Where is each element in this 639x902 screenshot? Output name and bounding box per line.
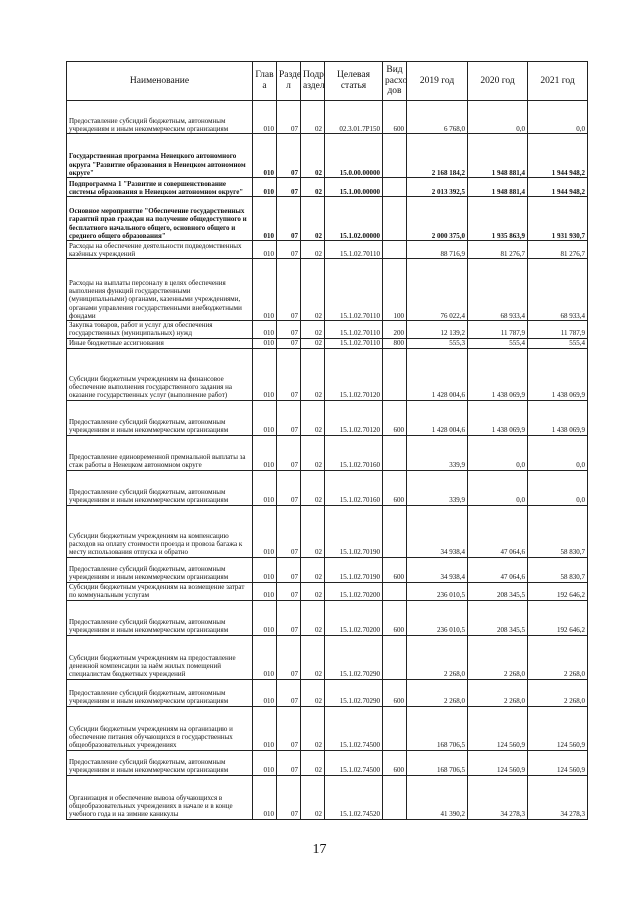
row-value-2019: 2 168 184,2 xyxy=(407,134,468,178)
row-value-2021: 192 646,2 xyxy=(528,582,588,600)
row-value-2021: 11 787,9 xyxy=(528,321,588,339)
table-row xyxy=(67,706,588,750)
row-target-article: 15.1.02.70200 xyxy=(325,600,383,635)
row-target-article: 15.1.02.70110 xyxy=(325,259,383,321)
col-header-section: Разде л xyxy=(277,62,301,101)
row-value-2019: 1 428 004,6 xyxy=(407,348,468,400)
row-expense-type xyxy=(383,435,407,470)
table-header-row xyxy=(67,62,588,101)
col-header-name: Наименование xyxy=(67,62,253,101)
row-chapter: 010 xyxy=(253,101,277,134)
row-value-2021: 1 438 069,9 xyxy=(528,400,588,435)
row-chapter: 010 xyxy=(253,600,277,635)
row-name: Основное мероприятие "Обеспечение государственных гарантий прав граждан на получение общедоступного и бесплатного начального общего, основного общего и среднего общего образования" xyxy=(67,197,253,241)
row-section: 07 xyxy=(277,321,301,339)
row-chapter: 010 xyxy=(253,348,277,400)
row-expense-type: 800 xyxy=(383,338,407,348)
row-value-2020: 208 345,5 xyxy=(468,600,528,635)
row-section: 07 xyxy=(277,348,301,400)
row-value-2019: 2 268,0 xyxy=(407,679,468,706)
row-target-article: 02.3.01.7Р150 xyxy=(325,101,383,134)
row-value-2020: 1 935 863,9 xyxy=(468,197,528,241)
row-section: 07 xyxy=(277,197,301,241)
row-target-article: 15.0.00.00000 xyxy=(325,134,383,178)
table-row xyxy=(67,338,588,348)
row-section: 07 xyxy=(277,400,301,435)
row-value-2021: 0,0 xyxy=(528,435,588,470)
col-header-expense-type: Вид расхо дов xyxy=(383,62,407,101)
col-header-target-article: Целевая статья xyxy=(325,62,383,101)
row-value-2019: 2 000 375,0 xyxy=(407,197,468,241)
row-subsection: 02 xyxy=(301,582,325,600)
row-value-2020: 47 064,6 xyxy=(468,505,528,557)
row-expense-type xyxy=(383,775,407,819)
row-chapter: 010 xyxy=(253,321,277,339)
row-target-article: 15.1.02.70200 xyxy=(325,582,383,600)
row-value-2019: 76 022,4 xyxy=(407,259,468,321)
table-row xyxy=(67,582,588,600)
row-value-2020: 0,0 xyxy=(468,435,528,470)
row-section: 07 xyxy=(277,101,301,134)
row-expense-type: 600 xyxy=(383,400,407,435)
row-value-2020: 34 278,3 xyxy=(468,775,528,819)
row-section: 07 xyxy=(277,435,301,470)
row-section: 07 xyxy=(277,338,301,348)
table-row xyxy=(67,321,588,339)
row-target-article: 15.1.02.70190 xyxy=(325,505,383,557)
row-value-2019: 168 706,5 xyxy=(407,750,468,775)
row-expense-type xyxy=(383,197,407,241)
row-subsection: 02 xyxy=(301,241,325,259)
row-section: 07 xyxy=(277,134,301,178)
row-expense-type xyxy=(383,635,407,679)
row-target-article: 15.1.02.70160 xyxy=(325,435,383,470)
row-chapter: 010 xyxy=(253,400,277,435)
row-expense-type: 600 xyxy=(383,600,407,635)
table-row xyxy=(67,435,588,470)
row-expense-type xyxy=(383,134,407,178)
row-value-2020: 208 345,5 xyxy=(468,582,528,600)
row-subsection: 02 xyxy=(301,470,325,505)
row-subsection: 02 xyxy=(301,321,325,339)
row-value-2021: 192 646,2 xyxy=(528,600,588,635)
table-row xyxy=(67,134,588,178)
row-expense-type xyxy=(383,348,407,400)
row-expense-type: 600 xyxy=(383,679,407,706)
row-section: 07 xyxy=(277,178,301,197)
col-header-subsection: Подр аздел xyxy=(301,62,325,101)
row-value-2019: 168 706,5 xyxy=(407,706,468,750)
row-value-2021: 58 830,7 xyxy=(528,505,588,557)
row-value-2020: 47 064,6 xyxy=(468,557,528,582)
row-name: Предоставление субсидий бюджетным, автономным учреждениям и иным некоммерческим организациям xyxy=(67,750,253,775)
col-header-2021: 2021 год xyxy=(528,62,588,101)
row-target-article: 15.1.02.70110 xyxy=(325,321,383,339)
row-value-2020: 124 560,9 xyxy=(468,706,528,750)
table-row xyxy=(67,635,588,679)
row-value-2020: 1 948 881,4 xyxy=(468,134,528,178)
row-section: 07 xyxy=(277,557,301,582)
table-body xyxy=(67,101,588,820)
row-target-article: 15.1.02.70110 xyxy=(325,241,383,259)
row-value-2021: 1 931 930,7 xyxy=(528,197,588,241)
row-chapter: 010 xyxy=(253,197,277,241)
row-subsection: 02 xyxy=(301,338,325,348)
row-name: Предоставление субсидий бюджетным, автономным учреждениям и иным некоммерческим организациям xyxy=(67,470,253,505)
row-value-2020: 11 787,9 xyxy=(468,321,528,339)
row-value-2021: 58 830,7 xyxy=(528,557,588,582)
row-name: Предоставление субсидий бюджетным, автономным учреждениям и иным некоммерческим организациям xyxy=(67,101,253,134)
row-value-2019: 2 268,0 xyxy=(407,635,468,679)
row-chapter: 010 xyxy=(253,679,277,706)
row-name: Субсидии бюджетным учреждениям на финансовое обеспечение выполнения государственного задания на оказание государственных услуг (выполнение работ) xyxy=(67,348,253,400)
table-row xyxy=(67,348,588,400)
row-section: 07 xyxy=(277,259,301,321)
row-expense-type: 100 xyxy=(383,259,407,321)
row-value-2019: 34 938,4 xyxy=(407,505,468,557)
row-expense-type: 200 xyxy=(383,321,407,339)
table-row xyxy=(67,505,588,557)
row-name: Предоставление единовременной премиальной выплаты за стаж работы в Ненецком автономном округе xyxy=(67,435,253,470)
row-value-2020: 68 933,4 xyxy=(468,259,528,321)
row-chapter: 010 xyxy=(253,178,277,197)
row-value-2020: 1 438 069,9 xyxy=(468,400,528,435)
row-name: Субсидии бюджетным учреждениям на организацию и обеспечение питания обучающихся в государственных общеобразовательных учреждениях xyxy=(67,706,253,750)
row-chapter: 010 xyxy=(253,338,277,348)
row-subsection: 02 xyxy=(301,750,325,775)
row-section: 07 xyxy=(277,505,301,557)
row-chapter: 010 xyxy=(253,470,277,505)
row-subsection: 02 xyxy=(301,197,325,241)
row-target-article: 15.1.02.74500 xyxy=(325,706,383,750)
row-target-article: 15.1.02.70110 xyxy=(325,338,383,348)
row-value-2019: 12 139,2 xyxy=(407,321,468,339)
row-target-article: 15.1.02.74520 xyxy=(325,775,383,819)
row-value-2019: 236 010,5 xyxy=(407,582,468,600)
row-section: 07 xyxy=(277,775,301,819)
col-header-2020: 2020 год xyxy=(468,62,528,101)
row-chapter: 010 xyxy=(253,435,277,470)
row-name: Субсидии бюджетным учреждениям на возмещение затрат по коммунальным услугам xyxy=(67,582,253,600)
table-row xyxy=(67,679,588,706)
row-value-2020: 81 276,7 xyxy=(468,241,528,259)
row-name: Субсидии бюджетным учреждениям на компенсацию расходов на оплату стоимости проезда и провоза багажа к месту использования отпуска и обратно xyxy=(67,505,253,557)
row-value-2019: 2 013 392,5 xyxy=(407,178,468,197)
table-row xyxy=(67,775,588,819)
row-value-2019: 339,9 xyxy=(407,435,468,470)
table-row xyxy=(67,101,588,134)
row-subsection: 02 xyxy=(301,348,325,400)
row-subsection: 02 xyxy=(301,400,325,435)
row-name: Закупка товаров, работ и услуг для обеспечения государственных (муниципальных) нужд xyxy=(67,321,253,339)
row-value-2019: 339,9 xyxy=(407,470,468,505)
row-value-2020: 2 268,0 xyxy=(468,635,528,679)
row-value-2020: 124 560,9 xyxy=(468,750,528,775)
row-name: Иные бюджетные ассигнования xyxy=(67,338,253,348)
row-section: 07 xyxy=(277,679,301,706)
row-chapter: 010 xyxy=(253,750,277,775)
row-chapter: 010 xyxy=(253,134,277,178)
row-expense-type: 600 xyxy=(383,750,407,775)
row-subsection: 02 xyxy=(301,435,325,470)
row-value-2021: 81 276,7 xyxy=(528,241,588,259)
row-section: 07 xyxy=(277,635,301,679)
row-value-2021: 555,4 xyxy=(528,338,588,348)
row-name: Предоставление субсидий бюджетным, автономным учреждениям и иным некоммерческим организациям xyxy=(67,557,253,582)
row-expense-type xyxy=(383,582,407,600)
row-target-article: 15.1.02.70120 xyxy=(325,348,383,400)
row-chapter: 010 xyxy=(253,505,277,557)
row-name: Предоставление субсидий бюджетным, автономным учреждениям и иным некоммерческим организациям xyxy=(67,400,253,435)
row-value-2021: 34 278,3 xyxy=(528,775,588,819)
row-name: Подпрограмма 1 "Развитие и совершенствование системы образования в Ненецком автономном округе" xyxy=(67,178,253,197)
table-row xyxy=(67,557,588,582)
budget-table xyxy=(66,61,588,820)
row-expense-type xyxy=(383,505,407,557)
row-chapter: 010 xyxy=(253,557,277,582)
table-row xyxy=(67,750,588,775)
row-target-article: 15.1.02.70290 xyxy=(325,635,383,679)
row-expense-type: 600 xyxy=(383,101,407,134)
row-expense-type xyxy=(383,241,407,259)
row-target-article: 15.1.00.00000 xyxy=(325,178,383,197)
row-section: 07 xyxy=(277,470,301,505)
row-value-2020: 2 268,0 xyxy=(468,679,528,706)
row-value-2021: 0,0 xyxy=(528,470,588,505)
table-row xyxy=(67,197,588,241)
row-value-2019: 6 768,0 xyxy=(407,101,468,134)
row-subsection: 02 xyxy=(301,775,325,819)
row-value-2019: 41 390,2 xyxy=(407,775,468,819)
table-row xyxy=(67,259,588,321)
row-section: 07 xyxy=(277,600,301,635)
row-value-2021: 124 560,9 xyxy=(528,750,588,775)
row-value-2019: 236 010,5 xyxy=(407,600,468,635)
row-value-2020: 0,0 xyxy=(468,101,528,134)
row-expense-type xyxy=(383,706,407,750)
row-subsection: 02 xyxy=(301,679,325,706)
row-target-article: 15.1.02.70160 xyxy=(325,470,383,505)
row-target-article: 15.1.02.70190 xyxy=(325,557,383,582)
row-value-2019: 34 938,4 xyxy=(407,557,468,582)
row-value-2020: 0,0 xyxy=(468,470,528,505)
row-target-article: 15.1.02.70120 xyxy=(325,400,383,435)
table-row xyxy=(67,241,588,259)
col-header-2019: 2019 год xyxy=(407,62,468,101)
row-value-2021: 68 933,4 xyxy=(528,259,588,321)
row-value-2021: 0,0 xyxy=(528,101,588,134)
row-chapter: 010 xyxy=(253,775,277,819)
row-subsection: 02 xyxy=(301,259,325,321)
row-expense-type: 600 xyxy=(383,470,407,505)
row-value-2021: 1 944 948,2 xyxy=(528,178,588,197)
row-chapter: 010 xyxy=(253,706,277,750)
table-row xyxy=(67,178,588,197)
row-value-2021: 1 438 069,9 xyxy=(528,348,588,400)
row-target-article: 15.1.02.00000 xyxy=(325,197,383,241)
row-section: 07 xyxy=(277,706,301,750)
row-chapter: 010 xyxy=(253,635,277,679)
row-value-2021: 2 268,0 xyxy=(528,679,588,706)
row-value-2021: 2 268,0 xyxy=(528,635,588,679)
table-row xyxy=(67,400,588,435)
row-section: 07 xyxy=(277,582,301,600)
row-name: Субсидии бюджетным учреждениям на предоставление денежной компенсации за наём жилых помещений специалистам бюджетных учреждений xyxy=(67,635,253,679)
row-name: Государственная программа Ненецкого автономного округа "Развитие образования в Ненецком автономном округе" xyxy=(67,134,253,178)
row-name: Расходы на выплаты персоналу в целях обеспечения выполнения функций государственными (муниципальными) органами, казенными учреждениями, органами управления государственными внебюджетными фондами xyxy=(67,259,253,321)
row-value-2021: 124 560,9 xyxy=(528,706,588,750)
row-section: 07 xyxy=(277,241,301,259)
row-subsection: 02 xyxy=(301,178,325,197)
row-value-2020: 555,4 xyxy=(468,338,528,348)
row-section: 07 xyxy=(277,750,301,775)
row-name: Предоставление субсидий бюджетным, автономным учреждениям и иным некоммерческим организациям xyxy=(67,600,253,635)
row-name: Организация и обеспечение вывоза обучающихся в общеобразовательных учреждениях в начале и в конце учебного года и на зимние каникулы xyxy=(67,775,253,819)
row-subsection: 02 xyxy=(301,600,325,635)
row-subsection: 02 xyxy=(301,134,325,178)
row-target-article: 15.1.02.74500 xyxy=(325,750,383,775)
col-header-chapter: Глав а xyxy=(253,62,277,101)
row-value-2019: 88 716,9 xyxy=(407,241,468,259)
row-value-2021: 1 944 948,2 xyxy=(528,134,588,178)
row-subsection: 02 xyxy=(301,505,325,557)
page-number: 17 xyxy=(312,842,327,857)
row-name: Предоставление субсидий бюджетным, автономным учреждениям и иным некоммерческим организациям xyxy=(67,679,253,706)
row-subsection: 02 xyxy=(301,706,325,750)
row-value-2020: 1 948 881,4 xyxy=(468,178,528,197)
row-subsection: 02 xyxy=(301,557,325,582)
row-expense-type: 600 xyxy=(383,557,407,582)
row-expense-type xyxy=(383,178,407,197)
row-subsection: 02 xyxy=(301,635,325,679)
row-subsection: 02 xyxy=(301,101,325,134)
table-row xyxy=(67,470,588,505)
row-chapter: 010 xyxy=(253,259,277,321)
row-chapter: 010 xyxy=(253,582,277,600)
row-name: Расходы на обеспечение деятельности подведомственных казённых учреждений xyxy=(67,241,253,259)
row-target-article: 15.1.02.70290 xyxy=(325,679,383,706)
row-value-2019: 1 428 004,6 xyxy=(407,400,468,435)
row-value-2019: 555,3 xyxy=(407,338,468,348)
row-chapter: 010 xyxy=(253,241,277,259)
table-row xyxy=(67,600,588,635)
row-value-2020: 1 438 069,9 xyxy=(468,348,528,400)
